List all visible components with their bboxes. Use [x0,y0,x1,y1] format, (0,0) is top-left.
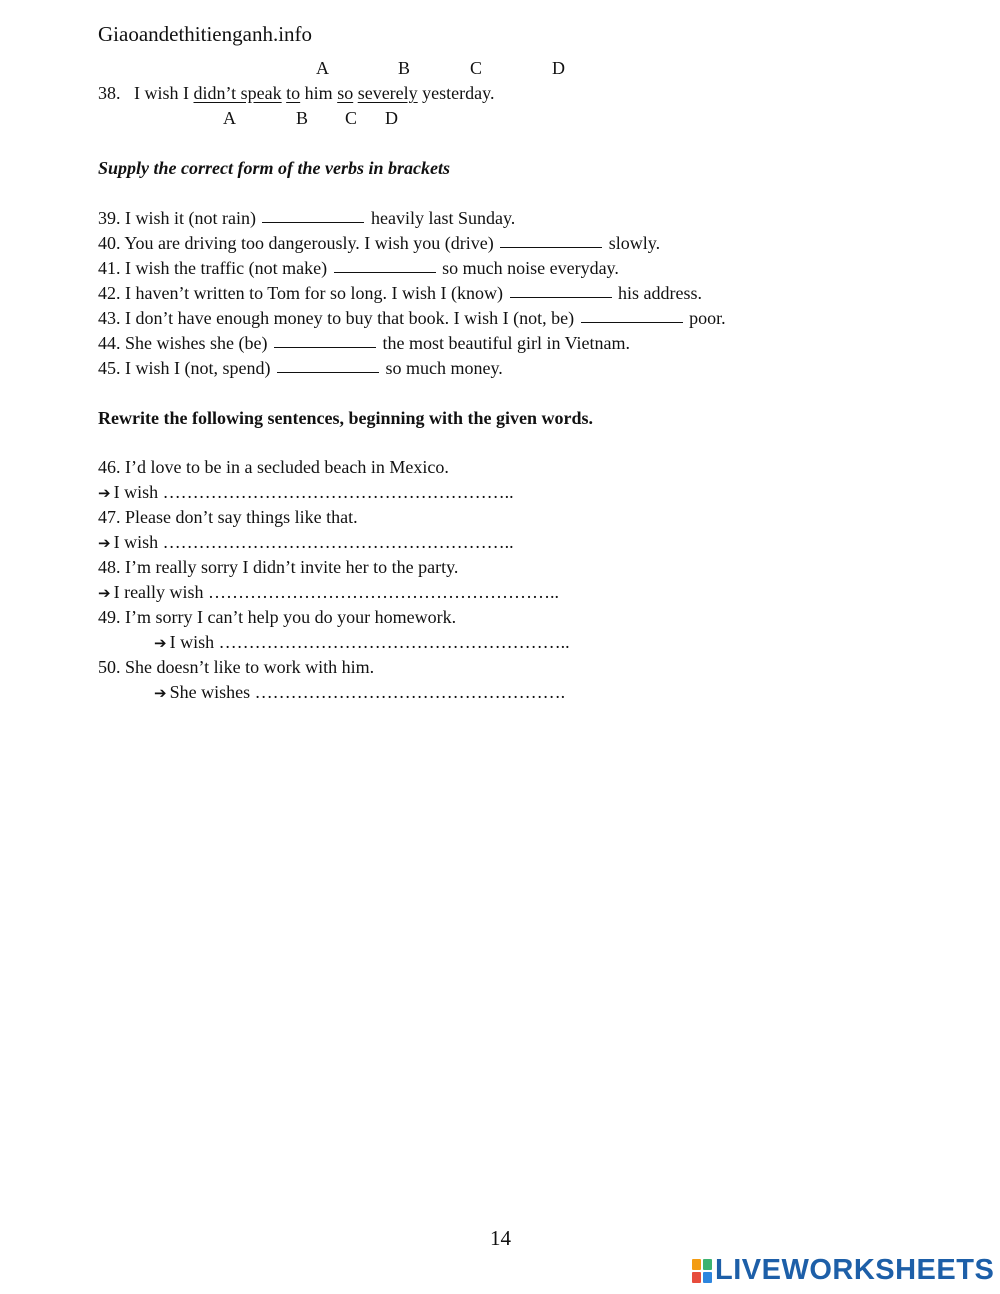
answer-blank-45[interactable] [277,371,379,373]
question-47: 47. Please don’t say things like that. [98,507,358,527]
section-title-rewrite: Rewrite the following sentences, beginning with the given words. [98,408,593,428]
q38-number: 38. [98,83,121,103]
arrow-right-icon: ➔ [154,634,167,652]
answer-blank-40[interactable] [500,246,602,248]
liveworksheets-icon [692,1259,712,1283]
answer-blank-39[interactable] [262,221,364,223]
q38-option-b: to [286,83,301,103]
q38-text: him [304,83,333,103]
q38-option-c: so [337,83,354,103]
question-43: 43. I don’t have enough money to buy that book. I wish I (not, be) poor. [98,308,726,328]
arrow-right-icon: ➔ [154,684,167,702]
q38-letter-b: B [296,108,309,128]
arrow-right-icon: ➔ [98,534,111,552]
q38-tail: yesterday. [422,83,495,103]
question-49: 49. I’m sorry I can’t help you do your homework. [98,607,457,627]
question-38 [98,83,494,104]
answer-line-49[interactable]: ➔ I wish ………………………………………………….. [154,632,570,652]
question-44: 44. She wishes she (be) the most beautiful girl in Vietnam. [98,333,631,353]
answer-line-47[interactable]: ➔ I wish ………………………………………………….. [98,532,514,552]
q37-letter-b: B [398,58,411,78]
section-title-verbs: Supply the correct form of the verbs in brackets [98,158,450,178]
answer-line-46[interactable]: ➔ I wish ………………………………………………….. [98,482,514,502]
q38-option-a: didn’t speak [193,83,282,103]
page-number: 14 [490,1226,511,1250]
answer-blank-42[interactable] [510,296,612,298]
q38-letter-d: D [385,108,398,128]
answer-line-48[interactable]: ➔ I really wish ………………………………………………….. [98,582,560,602]
brand-name: LIVEWORKSHEETS [715,1254,995,1286]
answer-blank-43[interactable] [581,321,683,323]
question-45: 45. I wish I (not, spend) so much money. [98,358,503,378]
question-41: 41. I wish the traffic (not make) so much noise everyday. [98,258,619,278]
q37-letter-c: C [470,58,483,78]
question-39: 39. I wish it (not rain) heavily last Sunday. [98,208,516,228]
q38-letter-c: C [345,108,358,128]
question-42: 42. I haven’t written to Tom for so long. I wish I (know) his address. [98,283,703,303]
answer-blank-41[interactable] [334,271,436,273]
question-40: 40. You are driving too dangerously. I wish you (drive) slowly. [98,233,661,253]
site-header: Giaoandethitienganh.info [98,22,313,46]
arrow-right-icon: ➔ [98,484,111,502]
q37-letter-d: D [552,58,565,78]
q38-letter-a: A [223,108,236,128]
q38-option-d: severely [357,83,418,103]
q38-lead: I wish I [134,83,189,103]
answer-blank-44[interactable] [274,346,376,348]
question-50: 50. She doesn’t like to work with him. [98,657,375,677]
q37-letter-a: A [316,58,329,78]
answer-line-50[interactable]: ➔ She wishes ……………………………………………. [154,682,566,702]
question-48: 48. I’m really sorry I didn’t invite her to the party. [98,557,459,577]
liveworksheets-logo[interactable] [692,1254,994,1287]
arrow-right-icon: ➔ [98,584,111,602]
question-46: 46. I’d love to be in a secluded beach in Mexico. [98,457,449,477]
